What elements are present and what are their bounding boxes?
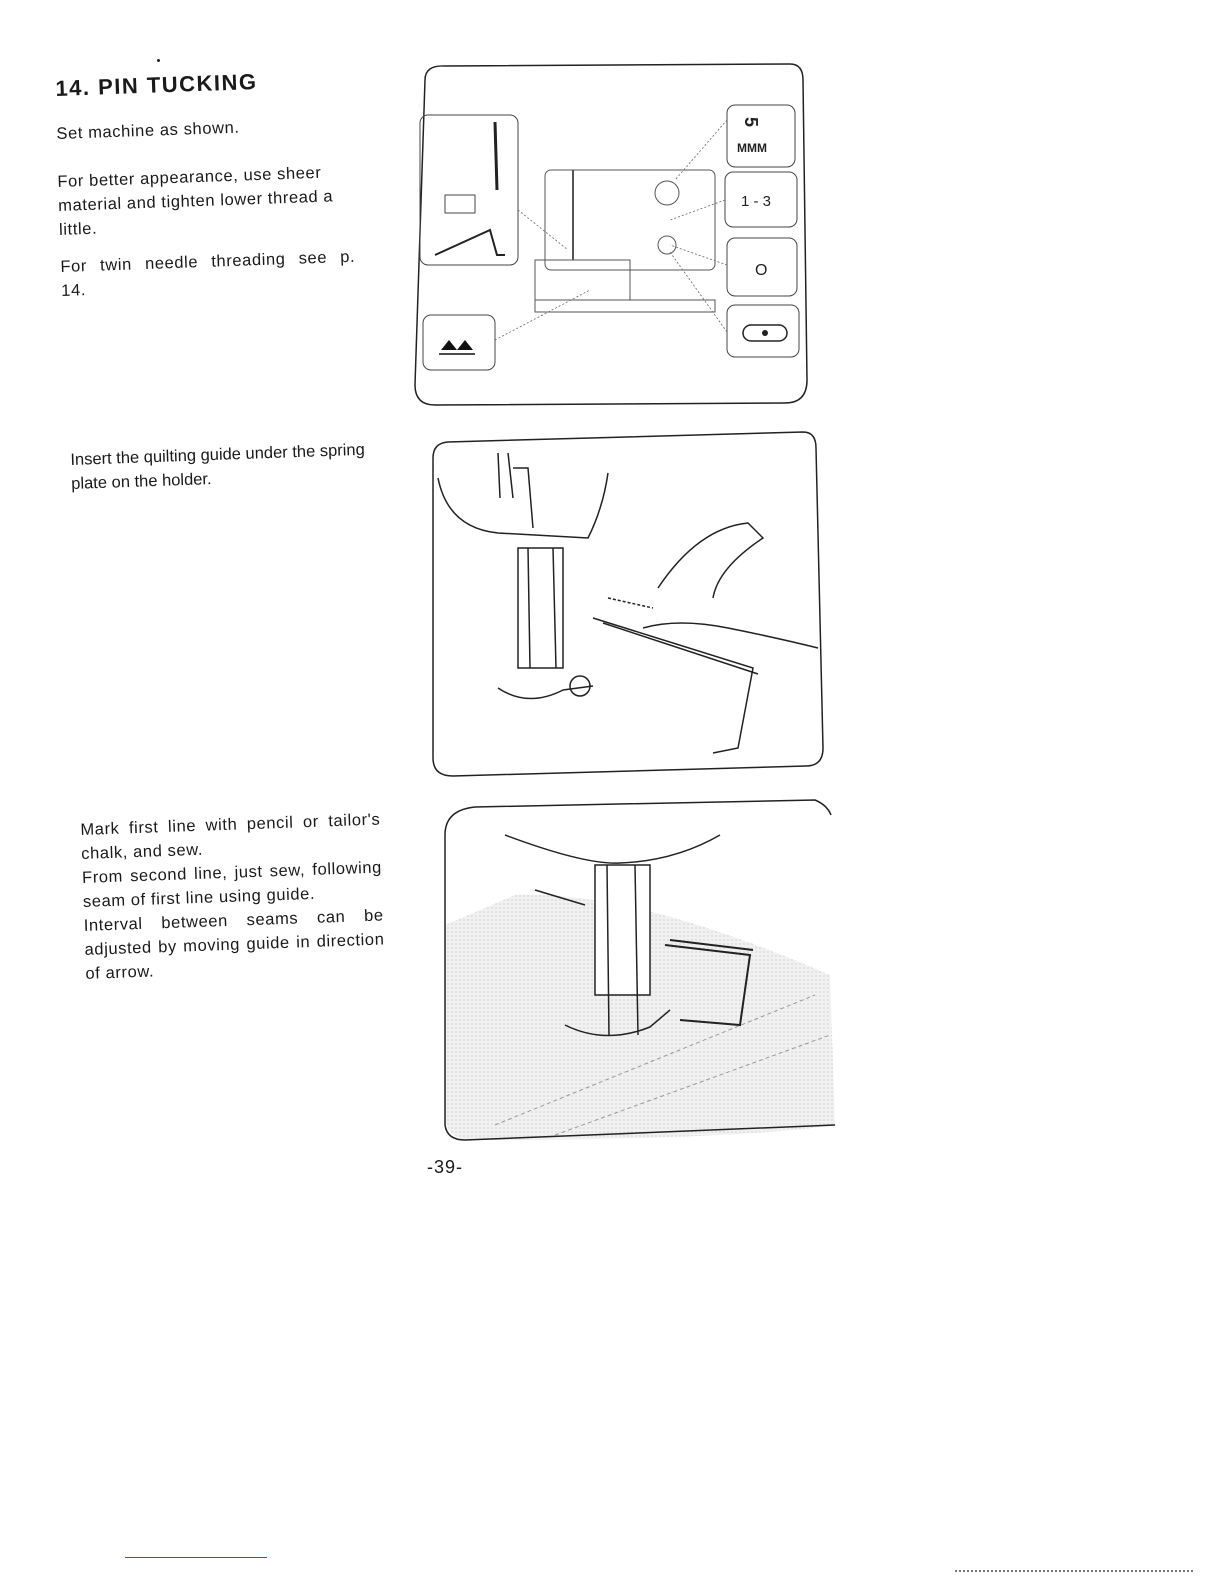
mark-line-3: Interval between seams can be adjusted by moving guide in direction of arrow. [83,906,385,983]
width-panel [725,172,797,227]
stitch-symbol-label: MMM [737,141,767,155]
needle-foot-panel [420,115,518,265]
instruction-twin-needle: For twin needle threading see p. 14. [60,247,356,300]
instruction-set-machine: Set machine as shown. [56,118,240,143]
mark-line-1: Mark first line with pencil or tailor's chalk, and sew. [80,810,381,863]
scan-dot [157,59,160,62]
stitch-length-value: 5 [741,117,761,128]
direction-arrow-icon [608,598,653,608]
machine-settings-figure [405,60,817,415]
footer-rule [125,1557,267,1558]
mark-line-2: From second line, just sew, following seam of first line using guide. [81,858,383,911]
instruction-insert-guide: Insert the quilting guide under the spring plate on the holder. [70,440,366,493]
twin-triangle-icon [441,340,473,350]
page-number: -39- [427,1157,464,1177]
width-value: 1 - 3 [741,193,772,210]
foot-symbol-panel [423,315,495,370]
scan-artifact [955,1570,1195,1572]
stitch-length-panel [727,105,795,167]
hand-with-guide [593,523,818,753]
section-title: 14. PIN TUCKING [55,68,258,101]
position-value: O [755,262,768,279]
sewing-machine-icon [535,170,715,312]
button-dot-icon [762,330,768,336]
instruction-appearance: For better appearance, use sheer material and tighten lower thread a little. [57,163,334,239]
position-panel [727,238,797,296]
button-panel [727,305,799,357]
instruction-mark-line [80,808,386,986]
machine-head [438,453,608,699]
quilting-guide-insert-figure [418,428,830,783]
sewing-with-guide-figure [435,795,840,1145]
